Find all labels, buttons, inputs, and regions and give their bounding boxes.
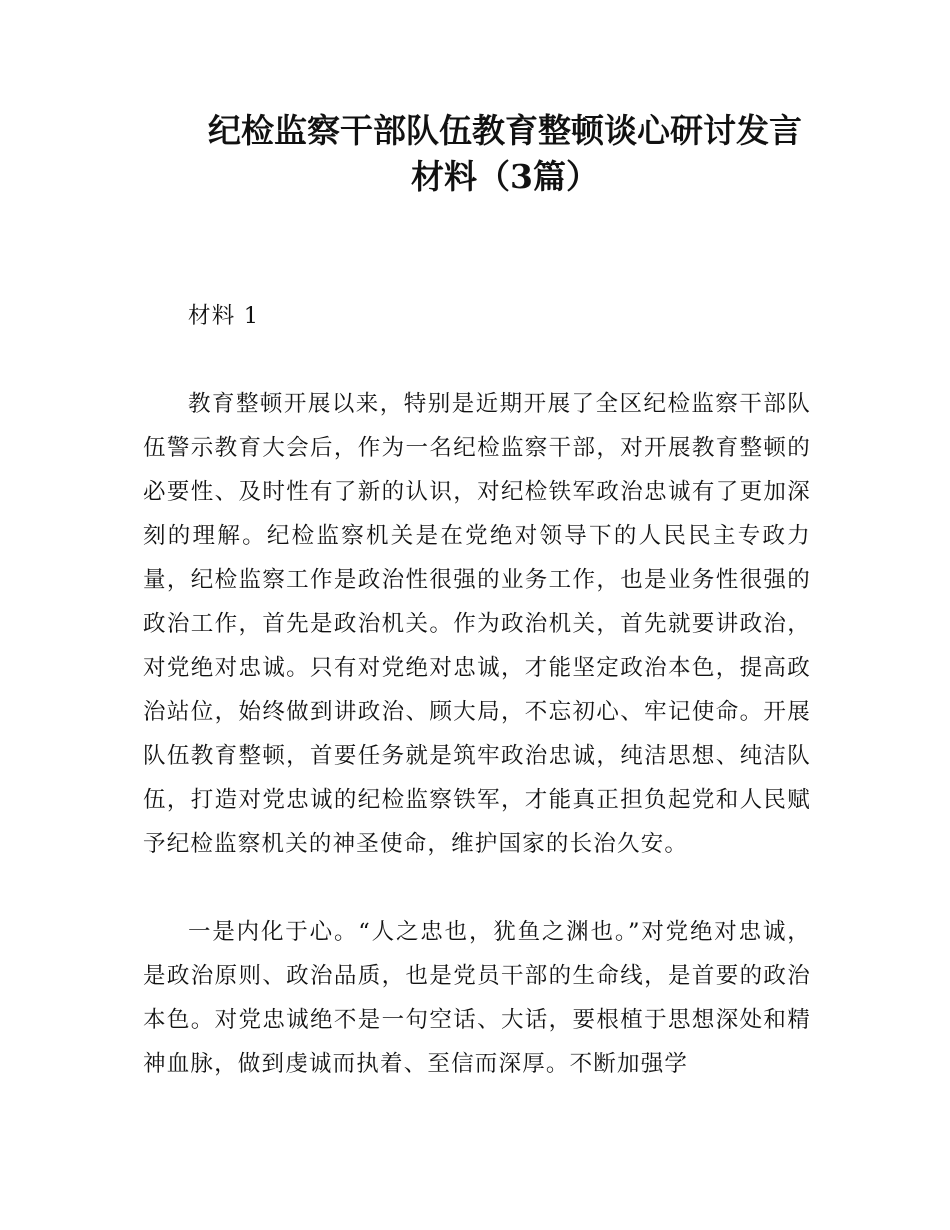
section-label: 材料 1 [188,303,260,329]
document-body [143,294,811,1086]
title-line-2: 材料（3篇） [411,157,599,196]
paragraph-gap [143,866,811,910]
document-title [140,108,870,200]
paragraph: 教育整顿开展以来，特别是近期开展了全区纪检监察干部队伍警示教育大会后，作为一名纪检监察干部，对开展教育整顿的必要性、及时性有了新的认识，对纪检铁军政治忠诚有了更加深刻的理解。纪检监察机关是在党绝对领导下的人民民主专政力量，纪检监察工作是政治性很强的业务工作，也是业务性很强的政治工作，首先是政治机关。作为政治机关，首先就要讲政治，对党绝对忠诚。只有对党绝对忠诚，才能坚定政治本色，提高政治站位，始终做到讲政治、顾大局，不忘初心、牢记使命。开展队伍教育整顿，首要任务就是筑牢政治忠诚，纯洁思想、纯洁队伍，打造对党忠诚的纪检监察铁军，才能真正担负起党和人民赋予纪检监察机关的神圣使命，维护国家的长治久安。 [143,391,811,857]
paragraph: 一是内化于心。“人之忠也，犹鱼之渊也。”对党绝对忠诚，是政治原则、政治品质，也是党员干部的生命线，是首要的政治本色。对党忠诚绝不是一句空话、大话，要根植于思想深处和精神血脉，做到虔诚而执着、至信而深厚。不断加强学 [143,919,811,1077]
title-line-1: 纪检监察干部队伍教育整顿谈心研讨发言 [208,111,802,150]
